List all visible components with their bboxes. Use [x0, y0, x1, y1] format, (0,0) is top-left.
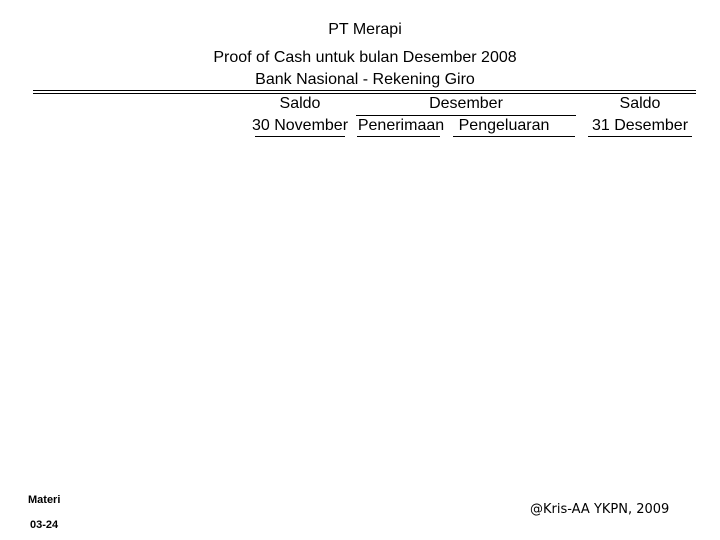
opening-balance-label: Saldo	[279, 95, 321, 112]
header-rule-top	[33, 90, 696, 91]
month-label: Desember	[429, 95, 503, 112]
copyright-credit: @Kris-AA YKPN, 2009	[530, 502, 670, 517]
materi-label: Materi	[28, 494, 61, 506]
receipts-header: Penerimaan	[357, 117, 445, 134]
disbursements-underline	[453, 136, 575, 137]
closing-balance-date: 31 Desember	[591, 117, 689, 134]
closing-balance-label: Saldo	[619, 95, 661, 112]
company-name: PT Merapi	[328, 21, 402, 38]
opening-balance-underline	[255, 136, 345, 137]
disbursements-header: Pengeluaran	[458, 117, 550, 134]
closing-balance-underline	[588, 136, 692, 137]
report-title: Proof of Cash untuk bulan Desember 2008	[213, 49, 517, 66]
receipts-underline	[357, 136, 440, 137]
account-name: Bank Nasional - Rekening Giro	[255, 71, 475, 88]
opening-balance-date: 30 November	[251, 117, 349, 134]
slide-number: 03-24	[30, 519, 59, 531]
